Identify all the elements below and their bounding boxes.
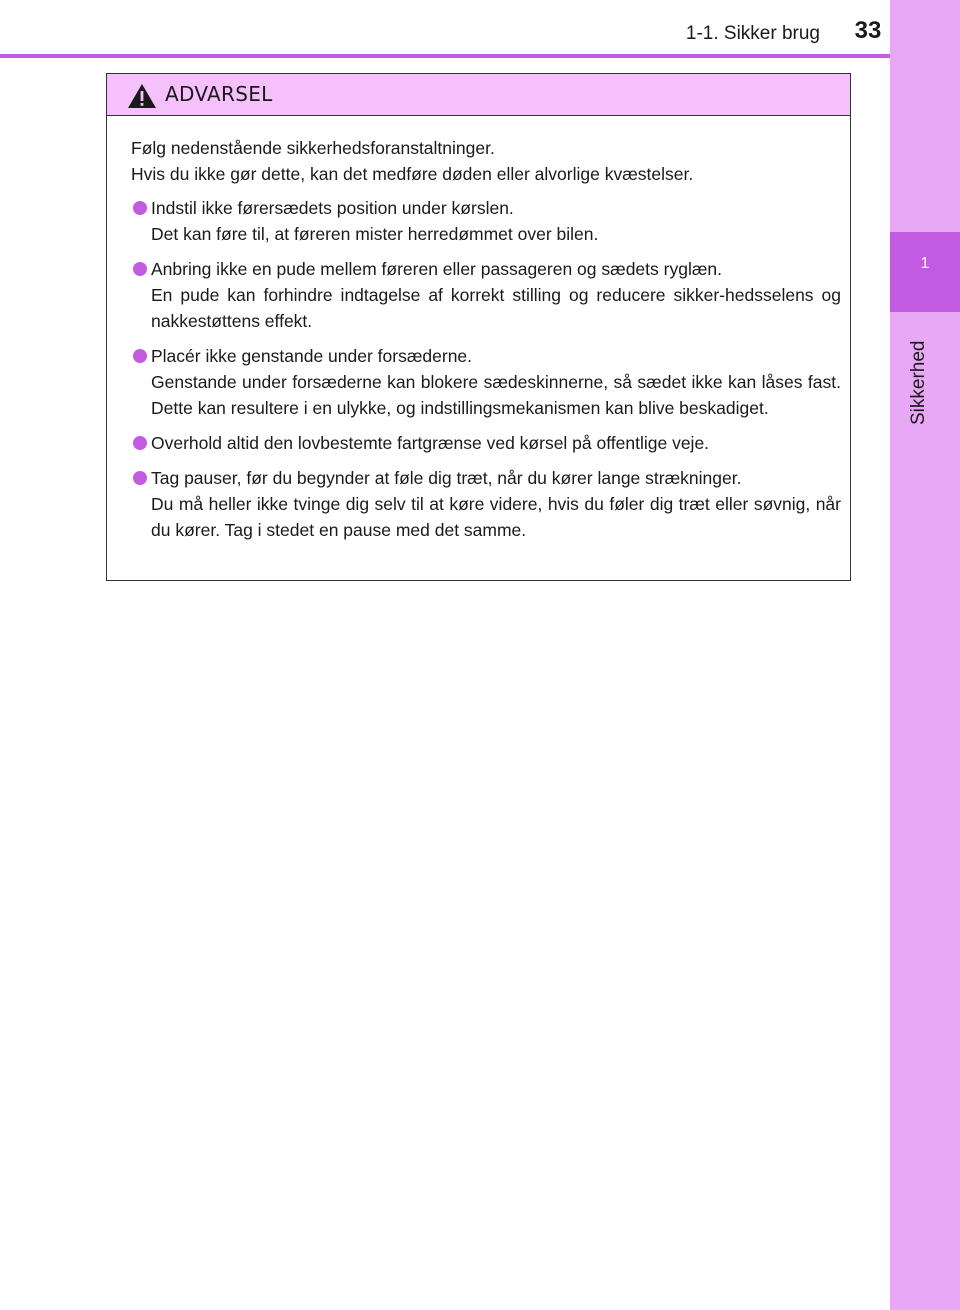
warning-intro [131, 135, 841, 187]
header-divider [0, 54, 890, 58]
bullet-icon [133, 471, 147, 485]
chapter-title: Sikkerhed [908, 340, 929, 425]
item-text: Det kan føre til, at føreren mister herredømmet over bilen. [151, 224, 599, 244]
warning-triangle-icon [127, 83, 157, 109]
bullet-icon [133, 262, 147, 276]
intro-line: Hvis du ikke gør dette, kan det medføre døden eller alvorlige kvæstelser. [131, 164, 694, 184]
item-text: Du må heller ikke tvinge dig selv til at køre videre, hvis du føler dig træt eller søvnig, når du kører. Tag i stedet en pause med det samme. [151, 494, 841, 540]
warning-item [131, 256, 841, 334]
bullet-icon [133, 349, 147, 363]
item-text: Genstande under forsæderne kan blokere sædeskinnerne, så sædet ikke kan låses fast. Dette kan resultere i en ulykke, og indstillingsmekanismen kan blive beskadiget. [151, 372, 841, 418]
warning-title: ADVARSEL [165, 82, 273, 106]
item-heading: Overhold altid den lovbestemte fartgrænse ved kørsel på offentlige veje. [151, 433, 710, 453]
warning-item [131, 430, 841, 456]
item-heading: Tag pauser, før du begynder at føle dig træt, når du kører lange strækninger. [151, 468, 742, 488]
bullet-icon [133, 201, 147, 215]
warning-item [131, 343, 841, 421]
item-heading: Anbring ikke en pude mellem føreren eller passageren og sædets ryglæn. [151, 259, 722, 279]
warning-header [107, 74, 850, 116]
warning-box [106, 73, 851, 581]
item-heading: Placér ikke genstande under forsæderne. [151, 346, 473, 366]
warning-item [131, 465, 841, 543]
item-text: En pude kan forhindre indtagelse af korrekt stilling og reducere sikker-hedsselens og nakkestøttens effekt. [151, 285, 841, 331]
page-number: 33 [854, 17, 882, 44]
warning-list [131, 195, 841, 543]
chapter-number: 1 [920, 255, 930, 272]
bullet-icon [133, 436, 147, 450]
warning-body [107, 116, 850, 543]
intro-line: Følg nedenstående sikkerhedsforanstaltninger. [131, 138, 495, 158]
section-title: 1-1. Sikker brug [685, 23, 820, 44]
warning-item [131, 195, 841, 247]
item-heading: Indstil ikke førersædets position under kørslen. [151, 198, 514, 218]
chapter-side-tab [890, 0, 960, 1310]
